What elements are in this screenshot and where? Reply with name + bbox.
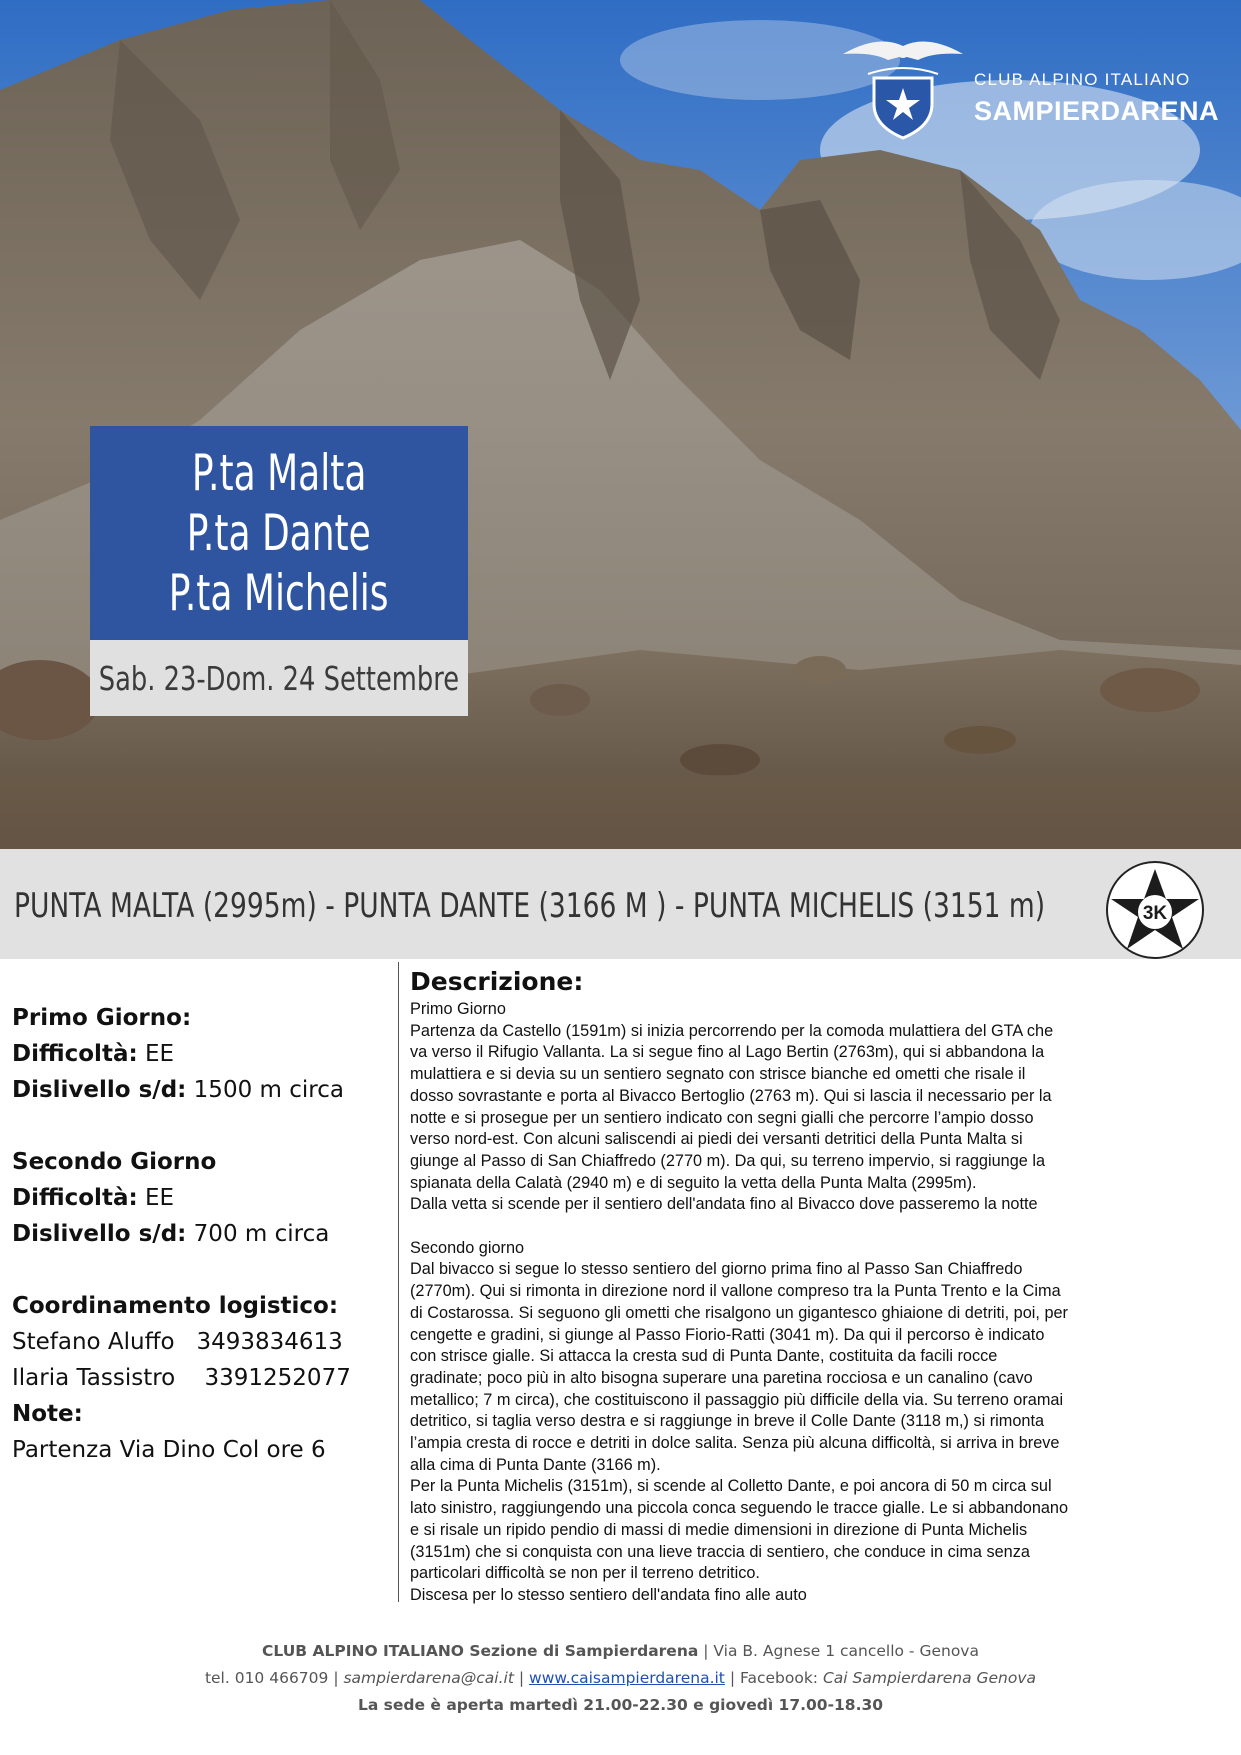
day2-line: l’ampia cresta di rocce e detriti in dolce salita. Senza più alcuna difficoltà, si arriva in breve	[410, 1434, 1060, 1453]
contact2-phone: 3391252077	[204, 1365, 351, 1391]
footer	[0, 1638, 1241, 1719]
date-box	[90, 640, 468, 716]
day2-line: Dal bivacco si segue lo stesso sentiero del giorno prima fino al Passo San Chiaffredo	[410, 1260, 1023, 1279]
column-divider	[398, 962, 399, 1602]
description-column	[410, 965, 1200, 1607]
day2-line: con strisce gialle. Si attacca la cresta sud di Punta Dante, costituita da facili rocce	[410, 1347, 998, 1366]
website-link[interactable]: www.caisampierdarena.it	[529, 1669, 725, 1687]
day2-line: detritico, si taglia verso destra e si raggiunge in breve il Colle Dante (3118 m,) si rimonta	[410, 1412, 1045, 1431]
title-line-2: P.ta Dante	[186, 504, 372, 562]
description-heading: Descrizione:	[410, 967, 584, 996]
logo-line1: CLUB ALPINO ITALIANO	[974, 70, 1191, 89]
footer-phone: tel. 010 466709 |	[204, 1669, 339, 1687]
day2-line: (2770m). Qui si rimonta in direzione nord il vallone compreso tra la Punta Trento e la Cima	[410, 1282, 1061, 1301]
difficulty-label: Difficoltà:	[12, 1041, 138, 1067]
day2-line: particolari difficoltà se non per il terreno detritico.	[410, 1564, 760, 1583]
day1-heading: Primo Giorno:	[12, 1005, 192, 1031]
day2-line: gradinate; poco più in alto bisogna superare una paretina rocciosa e un canalino (cavo	[410, 1368, 1033, 1387]
day1-line: Partenza da Castello (1591m) si inizia percorrendo per la comoda mulattiera del GTA che	[410, 1021, 1054, 1040]
day2-description	[410, 1259, 1200, 1606]
contact1-phone: 3493834613	[196, 1329, 343, 1355]
event-date: Sab. 23-Dom. 24 Settembre	[98, 658, 460, 698]
footer-address: | Via B. Agnese 1 cancello - Genova	[703, 1642, 979, 1660]
logo-line2: SAMPIERDARENA	[974, 96, 1220, 126]
day2-line: lato sinistro, raggiungendo una piccola conca seguendo le tracce gialle. Le si abbandonano	[410, 1499, 1069, 1518]
title-line-3: P.ta Michelis	[169, 564, 389, 622]
day1-elevation: 1500 m circa	[193, 1077, 344, 1103]
title-line-1: P.ta Malta	[191, 444, 367, 502]
day2-line: Per la Punta Michelis (3151m), si scende al Colletto Dante, e poi ancora di 50 m circa sul	[410, 1477, 1052, 1496]
elevation-label: Dislivello s/d:	[12, 1077, 187, 1103]
day2-line: alla cima di Punta Dante (3166 m).	[410, 1455, 661, 1474]
footer-facebook-name[interactable]: Cai Sampierdarena Genova	[822, 1669, 1037, 1687]
day1-difficulty: EE	[144, 1041, 175, 1067]
day2-line: e si risale un ripido pendio di massi di medie dimensioni in direzione di Punta Michelis	[410, 1520, 1028, 1539]
hero-photo	[0, 0, 1241, 849]
info-column	[12, 1000, 392, 1468]
route-title: PUNTA MALTA (2995m) - PUNTA DANTE (3166 M ) - PUNTA MICHELIS (3151 m)	[14, 886, 1046, 926]
day2-line: Discesa per lo stesso sentiero dell'andata fino alle auto	[410, 1585, 807, 1604]
cai-logo	[838, 34, 1220, 154]
footer-hours: La sede è aperta martedì 21.00-22.30 e giovedì 17.00-18.30	[357, 1696, 884, 1714]
difficulty-label: Difficoltà:	[12, 1185, 138, 1211]
contact2-name: Ilaria Tassistro	[12, 1365, 176, 1391]
day2-line: cengette e gradini, si giunge al Passo Fiorio-Ratti (3041 m). Da qui il percorso è indicato	[410, 1325, 1045, 1344]
footer-facebook-label: | Facebook:	[729, 1669, 819, 1687]
day1-line: spianata della Calatà (2940 m) e di seguito la vetta della Punta Malta (2995m).	[410, 1173, 977, 1192]
day1-line: dosso sovrastante e porta al Bivacco Bertoglio (2763 m). Qui si lascia il necessario per la	[410, 1086, 1052, 1105]
day2-line: di Costarossa. Si seguono gli ometti che risalgono un gigantesco ghiaione di detriti, poi, per	[410, 1303, 1068, 1322]
day1-line: Dalla vetta si scende per il sentiero dell'andata fino al Bivacco dove passeremo la notte	[410, 1195, 1038, 1214]
3k-badge	[1095, 855, 1215, 965]
day2-line: metallico; 7 m circa), che costituiscono il passaggio più difficile della via. Su terreno oramai	[410, 1390, 1064, 1409]
day1-title: Primo Giorno	[410, 1000, 506, 1018]
coordination-heading: Coordinamento logistico:	[12, 1293, 339, 1319]
footer-email[interactable]: sampierdarena@cai.it	[343, 1669, 514, 1687]
day1-line: mulattiera e si devia su un sentiero segnato con strisce bianche ed ometti che risale il	[410, 1065, 1026, 1084]
badge-text: 3K	[1142, 903, 1168, 924]
day1-line: notte e si prosegue per un sentiero indicato con segni gialli che percorre l’ampio dosso	[410, 1108, 1034, 1127]
day1-line: giunge al Passo di San Chiaffredo (2770 m). Da qui, su terreno impervio, si raggiunge la	[410, 1151, 1046, 1170]
contact1-name: Stefano Aluffo	[12, 1329, 175, 1355]
day1-line: va verso il Rifugio Vallanta. La si segue fino al Lago Bertin (2763m), qui si abbandona la	[410, 1043, 1045, 1062]
footer-org: CLUB ALPINO ITALIANO Sezione di Sampierdarena	[262, 1642, 699, 1660]
elevation-label: Dislivello s/d:	[12, 1221, 187, 1247]
notes-heading: Note:	[12, 1401, 83, 1427]
peaks-title-box	[90, 426, 468, 640]
day2-elevation: 700 m circa	[193, 1221, 330, 1247]
eagle-shield-icon	[838, 34, 968, 144]
day1-line: verso nord-est. Con alcuni saliscendi ai piedi dei versanti detritici della Punta Malta si	[410, 1130, 1023, 1149]
star-badge-icon	[1095, 855, 1215, 965]
footer-separator: |	[518, 1669, 525, 1687]
notes-text: Partenza Via Dino Col ore 6	[12, 1437, 326, 1463]
day2-line: (3151m) che si conquista con una lieve traccia di sentiero, che conduce in cima senza	[410, 1542, 1030, 1561]
day2-difficulty: EE	[144, 1185, 175, 1211]
day2-title: Secondo giorno	[410, 1238, 525, 1257]
day1-description	[410, 1021, 1200, 1216]
day2-heading: Secondo Giorno	[12, 1149, 217, 1175]
